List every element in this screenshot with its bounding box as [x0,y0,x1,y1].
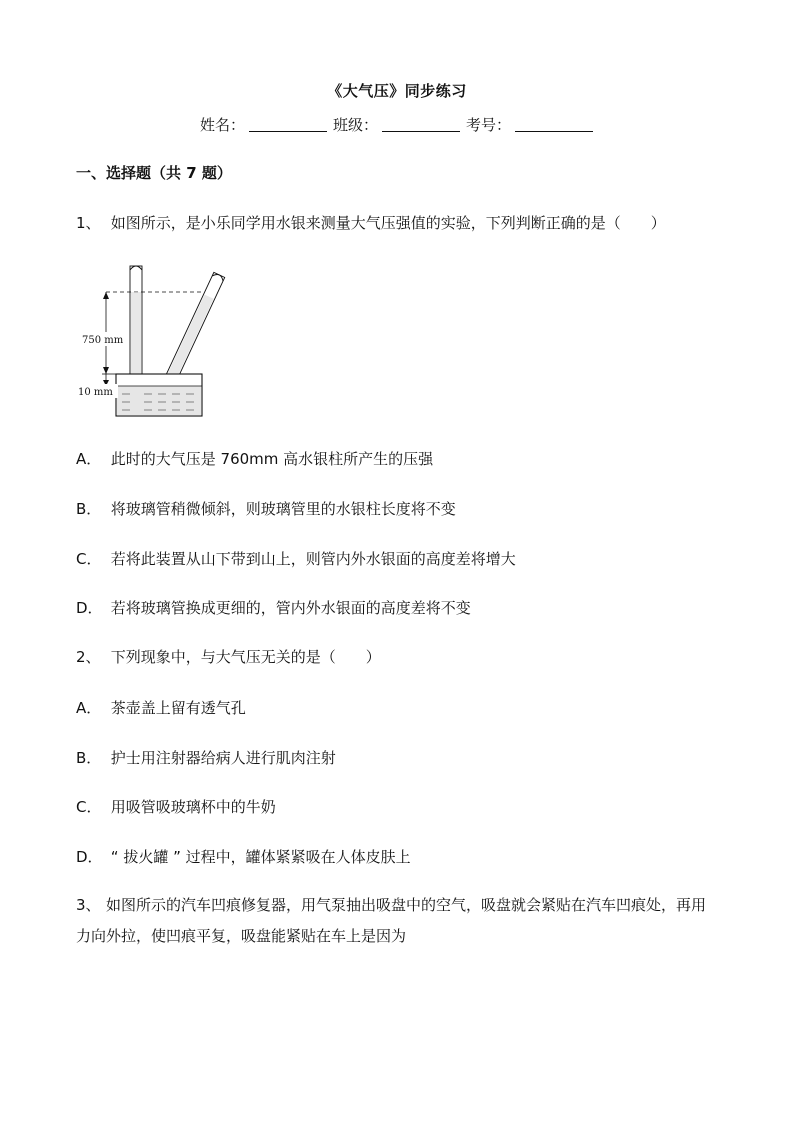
question-2-option-d[interactable] [76,846,411,867]
question-number: 2、 [76,648,101,666]
question-stem: 如图所示的汽车凹痕修复器，用气泵抽出吸盘中的空气，吸盘就会紧贴在汽车凹痕处，再用力向外拉，使凹痕平复，吸盘能紧贴在车上是因为 [76,896,707,945]
question-2-option-a[interactable] [76,697,246,718]
option-text: 若将此装置从山下带到山上，则管内外水银面的高度差将增大 [110,550,516,568]
option-letter: B． [76,500,102,518]
mercury-pool [117,386,201,415]
arrowhead [103,367,109,374]
option-text: 此时的大气压是 760mm 高水银柱所产生的压强 [110,450,434,468]
class-blank [382,117,460,132]
question-2 [76,646,381,667]
option-text: “ 拔火罐 ” 过程中，罐体紧紧吸在人体皮肤上 [110,848,411,866]
question-2-option-c[interactable] [76,796,276,817]
option-letter: A． [76,450,102,468]
option-letter: A． [76,699,102,717]
option-letter: D． [76,599,103,617]
option-text: 用吸管吸玻璃杯中的牛奶 [110,798,276,816]
option-letter: C． [76,798,102,816]
exam-no-label: 考号： [466,116,512,134]
question-1-option-d[interactable] [76,597,471,618]
question-1-option-b[interactable] [76,498,456,519]
barometer-diagram [76,262,226,422]
section-title: 一、选择题（共 7 题） [76,164,232,182]
question-1-option-c[interactable] [76,548,516,569]
name-label: 姓名： [200,116,246,134]
question-stem: 如图所示，是小乐同学用水银来测量大气压强值的实验，下列判断正确的是（ ） [110,214,666,232]
question-2-option-b[interactable] [76,747,336,768]
mercury-barometer-figure [76,262,226,422]
option-text: 若将玻璃管换成更细的，管内外水银面的高度差将不变 [110,599,471,617]
arrowhead [103,292,109,299]
label-750mm: 750 mm [82,335,124,346]
class-label: 班级： [333,116,379,134]
option-letter: B． [76,749,102,767]
option-text: 茶壶盖上留有透气孔 [110,699,246,717]
student-info-line [200,114,599,135]
exam-no-blank [515,117,593,132]
question-number: 1、 [76,214,101,232]
question-3 [76,890,716,952]
question-stem: 下列现象中，与大气压无关的是（ ） [110,648,381,666]
question-1-option-a[interactable] [76,448,433,469]
option-text: 将玻璃管稍微倾斜，则玻璃管里的水银柱长度将不变 [110,500,456,518]
vertical-tube-top [130,266,142,270]
name-blank [249,117,327,132]
page-title: 《大气压》同步练习 [327,82,467,100]
question-number: 3、 [76,896,101,914]
option-letter: C． [76,550,102,568]
label-10mm: 10 mm [78,387,113,398]
option-text: 护士用注射器给病人进行肌肉注射 [110,749,336,767]
question-1 [76,212,666,233]
option-letter: D． [76,848,103,866]
